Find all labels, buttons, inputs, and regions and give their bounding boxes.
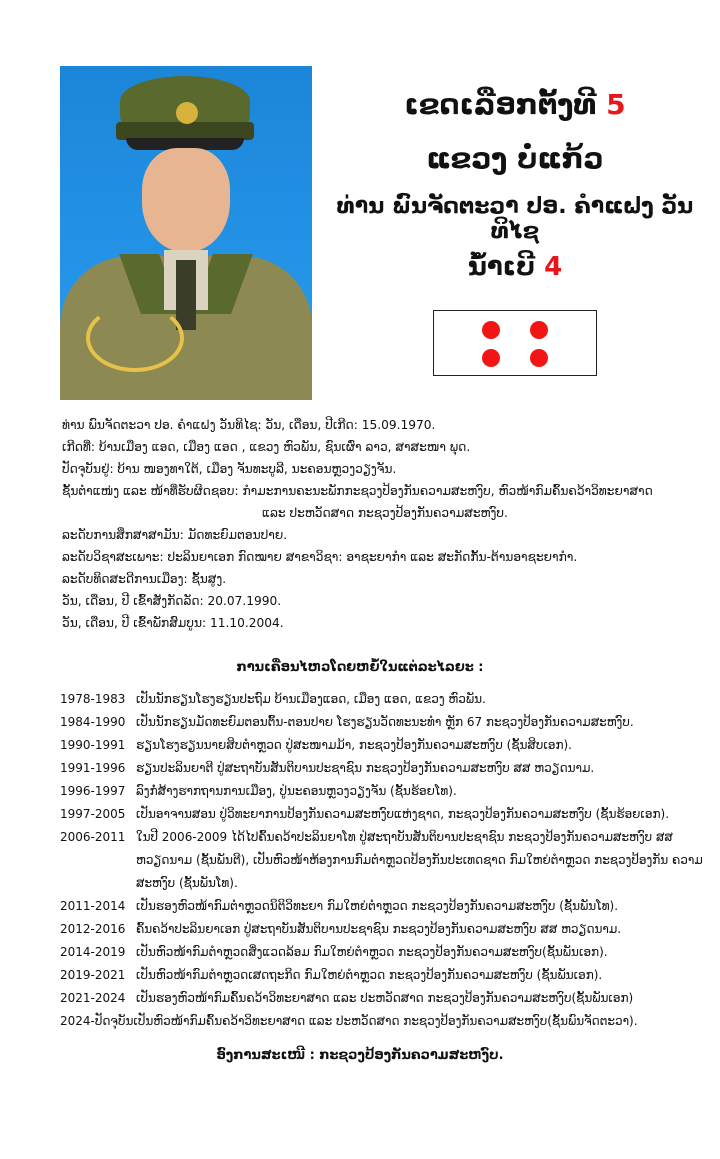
career-row — [60, 895, 710, 918]
dice-dot — [482, 349, 500, 367]
career-desc: ຄົ້ນຄວ້າປະລິນຍາເອກ ປູ່ສະຖາບັນສັນຕິບານປະຊາຊົນ ກະຊວງປ້ອງກັນຄວາມສະຫງົບ ສສ ຫວຽດນາມ. — [136, 922, 622, 936]
career-row — [60, 987, 710, 1010]
constituency-number: 5 — [606, 88, 626, 121]
career-desc: ຮຽນປະລິນຍາຕີ ປູ່ສະຖາບັນສັນຕິບານປະຊາຊົນ ກະຊວງປ້ອງກັນຄວາມສະຫງົບ ສສ ຫວຽດນາມ. — [136, 761, 595, 775]
info-line: ວັນ, ເດືອນ, ປີ ເຂົ້າພັກສົມບູນ: 11.10.2004. — [62, 616, 284, 630]
dice-dot — [530, 349, 548, 367]
career-row — [60, 757, 710, 780]
career-row — [60, 1010, 710, 1033]
career-years: 1991-1996 — [60, 761, 126, 775]
career-desc: ເປັນຮອງຫົວໜ້າກົມຕໍາຫຼວດນິຕິວິທະຍາ ກົມໃຫຍ່ຕໍາຫຼວດ ກະຊວງປ້ອງກັນຄວາມສະຫງົບ (ຊັ້ນພັນໂທ). — [136, 899, 619, 913]
career-years: 2024-ປັດຈຸບັນ — [60, 1014, 134, 1028]
ballot-number-title: ນໍ້າເບີ 4 — [467, 252, 563, 282]
career-row — [60, 780, 710, 803]
info-line: ທ່ານ ພົນຈັດຕະວາ ປອ. ຄໍາແຝງ ວັນທິໄຊ: ວັນ, ເດືອນ, ປີເກີດ: 15.09.1970. — [62, 418, 436, 432]
career-years: 1997-2005 — [60, 807, 126, 821]
career-desc: ເປັນຫົວໜ້າກົມຕໍາຫຼວດເສດຖະກິດ ກົມໃຫຍ່ຕໍາຫຼວດ ກະຊວງປ້ອງກັນຄວາມສະຫງົບ (ຊັ້ນພັນເອກ). — [136, 968, 603, 982]
career-row — [60, 734, 710, 757]
career-row — [60, 711, 710, 734]
ballot-number: 4 — [544, 252, 563, 282]
career-desc: ເປັນຫົວໜ້າກົມຕໍາຫຼວດສິ່ງແວດລ້ອມ ກົມໃຫຍ່ຕໍາຫຼວດ ກະຊວງປ້ອງກັນຄວາມສະຫງົບ(ຊັ້ນພັນເອກ). — [136, 945, 608, 959]
career-desc: ໃນປີ 2006-2009 ໄດ້ໄປຄົ້ນຄວ້າປະລິນຍາໂທ ປູ່ສະຖາບັນສັນຕິບານປະຊາຊົນ ກະຊວງປ້ອງກັນຄວາມສະຫງົບ ສສ ຫວຽດນາມ (ຊັ້ນພັນຕີ), ເປັນຫົວໜ້າຫ້ອງການກົມຕໍາຫຼວດປ້ອງກັນປະເທດຊາດ ກົມໃຫຍ່ຕໍາຫຼວດ ກະຊວງປ້ອງກັນ ຄວາມສະຫງົບ (ຊັ້ນພັນໂທ). — [136, 830, 703, 890]
info-line: ລະດັບວິຊາສະເພາະ: ປະລິນຍາເອກ ກົດໝາຍ ສາຂາວິຊາ: ອາຊະຍາກໍາ ແລະ ສະກັດກັ້ນ-ຕ້ານອາຊະຍາກໍາ. — [62, 550, 578, 564]
info-line: ລະດັບທິດສະດີການເມືອງ: ຊັ້ນສູງ. — [62, 572, 227, 586]
career-desc: ເປັນອາຈານສອນ ປູ່ວິທະຍາການປ້ອງກັນຄວາມສະຫງົບແຫ່ງຊາດ, ກະຊວງປ້ອງກັນຄວາມສະຫງົບ (ຊັ້ນຮ້ອຍເອກ). — [136, 807, 670, 821]
personal-info — [62, 414, 702, 634]
career-row — [60, 941, 710, 964]
career-years: 2019-2021 — [60, 968, 126, 982]
ballot-dice-box — [433, 310, 597, 376]
info-line: ເກີດທີ່: ບ້ານເມືອງ ແອດ, ເມືອງ ແອດ , ແຂວງ ຫົວພັນ, ຊົນເຜົ່າ ລາວ, ສາສະໜາ ພຸດ. — [62, 440, 471, 454]
dice-dot — [482, 321, 500, 339]
candidate-name: ທ່ານ ພົນຈັດຕະວາ ປອ. ຄໍາແຝງ ວັນທິໄຊ — [336, 194, 694, 244]
province-title: ແຂວງ ບໍ່ແກ້ວ — [426, 142, 604, 175]
career-years: 1996-1997 — [60, 784, 126, 798]
career-desc: ຮຽນໂຮງຮຽນນາຍສິບຕໍາຫຼວດ ປູ່ສະໜາມມ້າ, ກະຊວງປ້ອງກັນຄວາມສະຫງົບ (ຊັ້ນສິບເອກ). — [136, 738, 572, 752]
career-years: 1978-1983 — [60, 692, 126, 706]
career-heading: ການເຄື່ອນໄຫວໂດຍຫຍໍ້ໃນແຕ່ລະໄລຍະ : — [236, 660, 484, 675]
constituency-title: ເຂດເລືອກຕັ້ງທີ 5 — [404, 88, 626, 121]
career-desc: ລົງກໍ່ສ້າງຮາກຖານການເມືອງ, ປູ່ນະຄອນຫຼວງວຽງຈັນ (ຊັ້ນຮ້ອຍໂທ). — [136, 784, 457, 798]
info-line: ລະດັບການສຶກສາສາມັນ: ມັດທະຍົມຕອນປາຍ. — [62, 528, 288, 542]
career-desc: ເປັນນັກຮຽນໂຮງຮຽນປະຖົມ ບ້ານເມືອງແອດ, ເມືອງ ແອດ, ແຂວງ ຫົວພັນ. — [136, 692, 486, 706]
career-years: 1984-1990 — [60, 715, 126, 729]
info-line: ແລະ ປະຫວັດສາດ ກະຊວງປ້ອງກັນຄວາມສະຫງົບ. — [262, 506, 508, 520]
career-years: 1990-1991 — [60, 738, 126, 752]
dice-dot — [530, 321, 548, 339]
career-row — [60, 688, 710, 711]
career-list — [60, 688, 710, 1033]
career-desc: ເປັນຮອງຫົວໜ້າກົມຄົ້ນຄວ້າວິທະຍາສາດ ແລະ ປະຫວັດສາດ ກະຊວງປ້ອງກັນຄວາມສະຫງົບ(ຊັ້ນພັນເອກ) — [136, 991, 634, 1005]
career-row — [60, 803, 710, 826]
career-desc: ເປັນນັກຮຽນມັດທະຍົມຕອນຕົ້ນ-ຕອນປາຍ ໂຮງຮຽນວັດທະນະທໍາ ຫຼັກ 67 ກະຊວງປ້ອງກັນຄວາມສະຫງົບ. — [136, 715, 634, 729]
info-line: ປັດຈຸບັນຢູ່: ບ້ານ ໜອງທາໃຕ້, ເມືອງ ຈັນທະບູລີ, ນະຄອນຫຼວງວຽງຈັນ. — [62, 462, 397, 476]
info-line: ຊັ້ນຕໍາແໜ່ງ ແລະ ໜ້າທີ່ຮັບຜິດຊອບ: ກໍາມະການຄະນະພັກກະຊວງປ້ອງກັນຄວາມສະຫງົບ, ຫົວໜ້າກົມຄົ້ນຄວ້າວິທະຍາສາດ — [62, 484, 653, 498]
info-line: ວັນ, ເດືອນ, ປີ ເຂົ້າສັງກັດລັດ: 20.07.1990. — [62, 594, 282, 608]
career-desc: ເປັນຫົວໜ້າກົມຄົ້ນຄວ້າວິທະຍາສາດ ແລະ ປະຫວັດສາດ ກະຊວງປ້ອງກັນຄວາມສະຫງົບ(ຊັ້ນພົນຈັດຕະວາ). — [133, 1014, 638, 1028]
career-years: 2014-2019 — [60, 945, 126, 959]
career-years: 2006-2011 — [60, 830, 126, 844]
career-row — [60, 918, 710, 941]
career-row — [60, 964, 710, 987]
career-years: 2011-2014 — [60, 899, 126, 913]
career-years: 2012-2016 — [60, 922, 126, 936]
career-row — [60, 826, 710, 895]
proposer-footer: ອົງການສະເໜີ : ກະຊວງປ້ອງກັນຄວາມສະຫງົບ. — [216, 1048, 504, 1063]
candidate-photo — [60, 66, 312, 400]
career-years: 2021-2024 — [60, 991, 126, 1005]
